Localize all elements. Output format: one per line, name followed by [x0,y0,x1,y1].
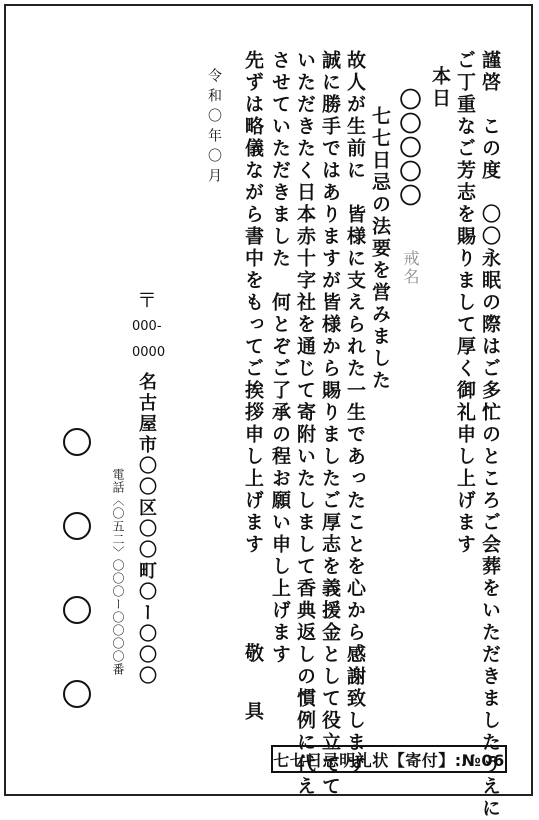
postal-code-part1: 000- [132,319,162,334]
circle-mark-4 [63,680,91,708]
letter-line-8: いただきたく日本赤十字社を通じて寄附いたしまして香典返しの慣例に代え [294,50,316,798]
circle-mark-1 [63,428,91,456]
letter-line-1: 謹啓 この度 〇〇永眠の際はご多忙のところご会葬をいただきましたうえに [479,50,501,820]
letter-line-5: 七七日忌の法要を営みました [369,106,391,392]
letter-line-2: ご丁重なご芳志を賜りまして厚く御礼申し上げます [454,50,476,556]
circle-mark-2 [63,512,91,540]
postal-mark: 〒 [137,288,157,312]
closing-keigu: 敬 具 [242,643,264,730]
circle-mark-3 [63,596,91,624]
postal-code-part2: 0000 [132,345,166,360]
letter-line-3: 本日 [429,66,451,110]
letter-line-6: 故人が生前に 皆様に支えられた一生であったことを心から感謝致します [344,50,366,776]
letter-line-7: 誠に勝手ではありますが皆様から賜りましたご厚志を義援金として役立てて [319,50,341,798]
kaimyo-label: 戒名 [401,250,420,286]
deceased-name: 〇〇〇〇〇 [396,88,422,208]
date-line: 令和〇年〇月 [206,68,222,188]
template-label: 七七日忌明礼状【寄付】:№06 [271,745,507,773]
sender-phone: 電話〈〇五二〉〇〇〇ー〇〇〇〇番 [111,468,125,676]
sender-address: 名古屋市〇〇区〇〇町〇ー〇〇〇 [136,372,157,687]
letter-line-9: させていただきました 何とぞご了承の程お願い申し上げます [269,50,291,666]
letter-line-10: 先ずは略儀ながら書中をもってご挨拶申し上げます [242,50,264,556]
